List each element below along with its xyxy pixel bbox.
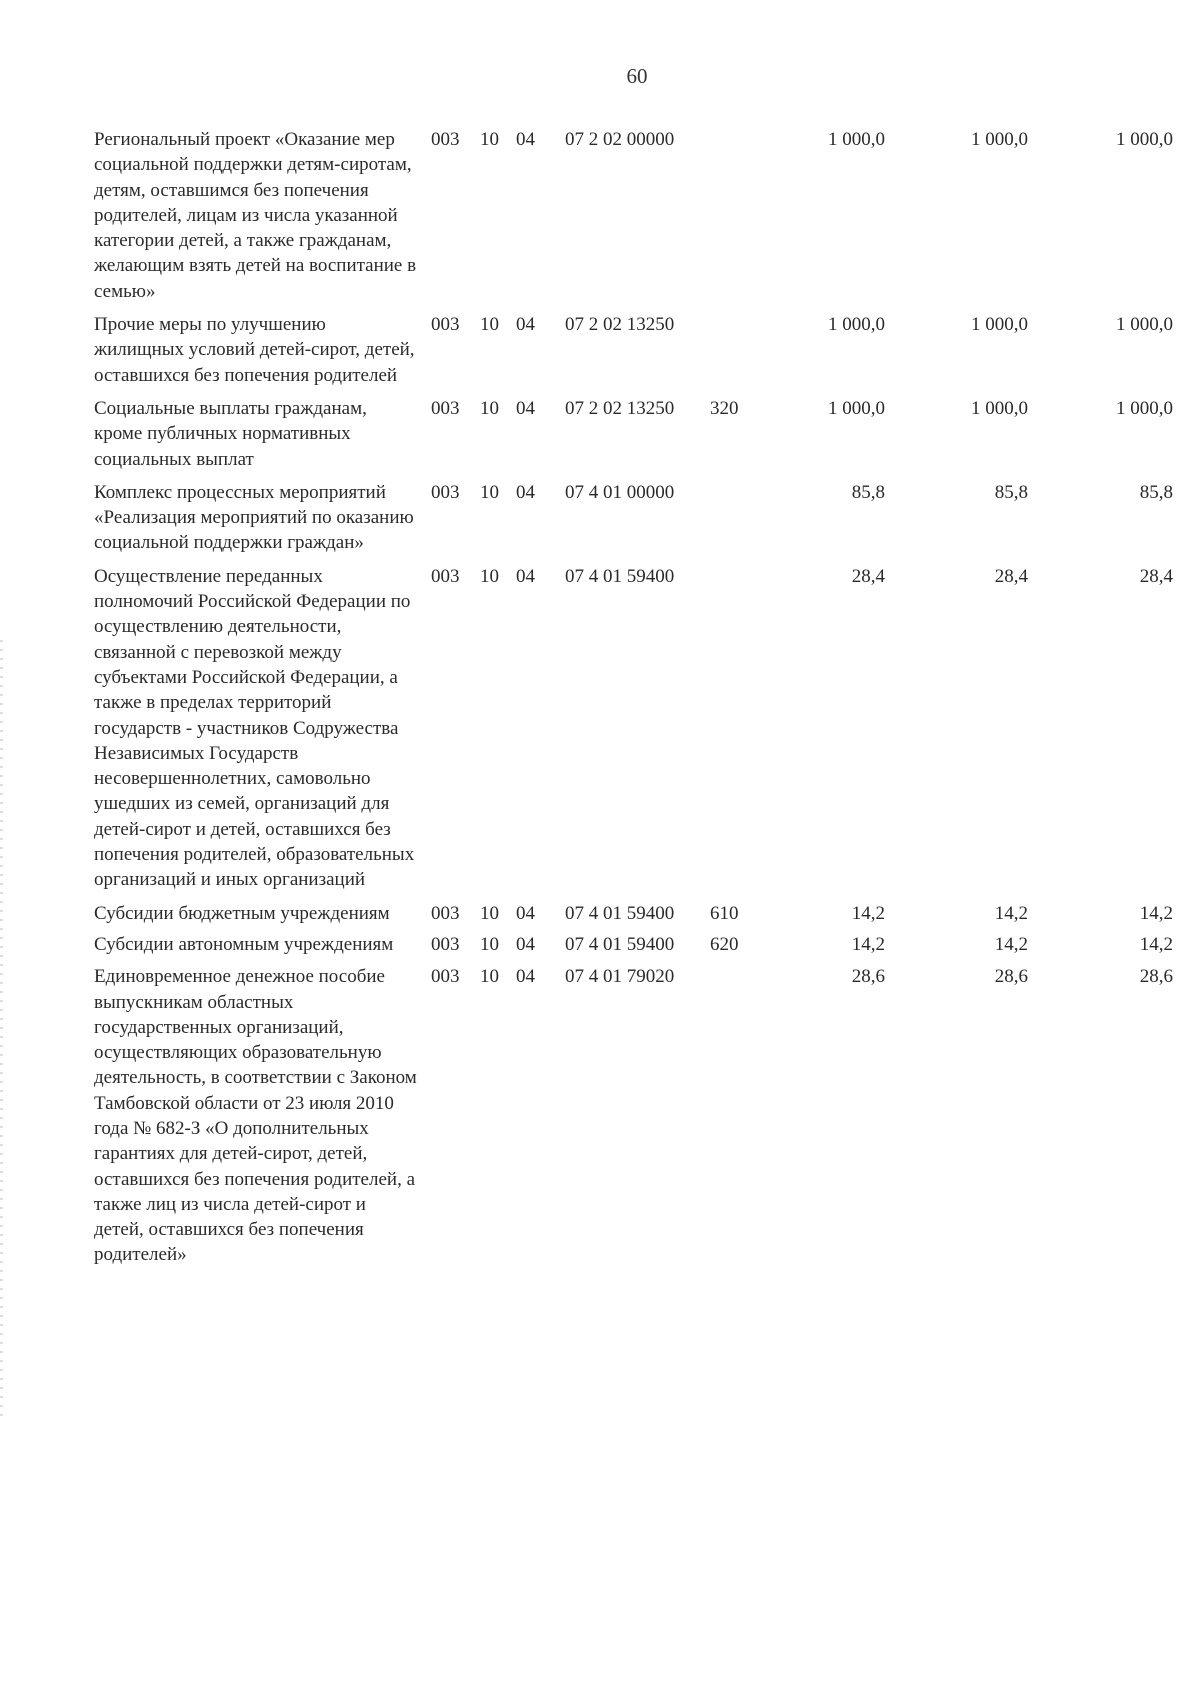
amount-year3-cell: 14,2 <box>1139 933 1173 955</box>
subsection-code-cell: 04 <box>516 397 535 419</box>
table-row <box>94 396 1173 472</box>
section-code-cell: 10 <box>480 966 499 988</box>
amount-year2-cell: 28,4 <box>994 565 1028 587</box>
expense-type-cell: 320 <box>710 397 739 419</box>
amount-year3-cell: 28,4 <box>1139 565 1173 587</box>
row-name-cell: Субсидии бюджетным учреждениям <box>94 902 390 924</box>
target-article-cell: 07 4 01 59400 <box>565 933 675 955</box>
amount-year2-cell: 14,2 <box>994 933 1028 955</box>
subsection-code-cell: 04 <box>516 481 535 503</box>
section-code-cell: 10 <box>480 902 499 924</box>
amount-year3-cell: 1 000,0 <box>1116 314 1173 336</box>
section-code-cell: 10 <box>480 933 499 955</box>
target-article-cell: 07 4 01 59400 <box>565 565 675 587</box>
amount-year2-cell: 1 000,0 <box>971 314 1028 336</box>
target-article-cell: 07 4 01 00000 <box>565 481 675 503</box>
admin-code-cell: 003 <box>431 565 460 587</box>
section-code-cell: 10 <box>480 314 499 336</box>
amount-year3-cell: 85,8 <box>1139 481 1173 503</box>
budget-table <box>94 127 1173 1268</box>
amount-year1-cell: 1 000,0 <box>828 129 885 150</box>
admin-code-cell: 003 <box>431 129 460 150</box>
table-row <box>94 480 1173 556</box>
admin-code-cell: 003 <box>431 902 460 924</box>
amount-year3-cell: 1 000,0 <box>1116 397 1173 419</box>
amount-year1-cell: 1 000,0 <box>828 397 885 419</box>
subsection-code-cell: 04 <box>516 902 535 924</box>
target-article-cell: 07 2 02 13250 <box>565 397 675 419</box>
amount-year2-cell: 28,6 <box>994 966 1028 988</box>
target-article-cell: 07 2 02 00000 <box>565 129 675 150</box>
section-code-cell: 10 <box>480 565 499 587</box>
target-article-cell: 07 4 01 59400 <box>565 902 675 924</box>
table-row <box>94 564 1173 893</box>
amount-year2-cell: 85,8 <box>994 481 1028 503</box>
row-name-cell: Единовременное денежное пособие выпускникам областных государственных организаций, осуществляющих образовательную деятельность, в соответствии с Законом Тамбовской области от 23 июля 2010 года № 682-З «О дополнительных гарантиях для детей-сирот, детей, оставшихся без попечения родителей, а также лиц из числа детей-сирот и детей, оставшихся без попечения родителей» <box>94 966 417 1266</box>
amount-year2-cell: 14,2 <box>994 902 1028 924</box>
section-code-cell: 10 <box>480 397 499 419</box>
row-name-cell: Прочие меры по улучшению жилищных условий детей-сирот, детей, оставшихся без попечения родителей <box>94 314 415 386</box>
amount-year2-cell: 1 000,0 <box>971 129 1028 150</box>
admin-code-cell: 003 <box>431 314 460 336</box>
amount-year1-cell: 14,2 <box>851 902 885 924</box>
amount-year3-cell: 14,2 <box>1139 902 1173 924</box>
subsection-code-cell: 04 <box>516 933 535 955</box>
subsection-code-cell: 04 <box>516 314 535 336</box>
row-name-cell: Региональный проект «Оказание мер социальной поддержки детям-сиротам, детям, оставшимся без попечения родителей, лицам из числа указанной категории детей, а также гражданам, желающим взять детей на воспитание в семью» <box>94 129 417 302</box>
subsection-code-cell: 04 <box>516 565 535 587</box>
table-row <box>94 964 1173 1268</box>
row-name-cell: Комплекс процессных мероприятий «Реализация мероприятий по оказанию социальной поддержки граждан» <box>94 481 414 554</box>
page-number: 60 <box>626 64 648 88</box>
target-article-cell: 07 2 02 13250 <box>565 314 675 336</box>
admin-code-cell: 003 <box>431 397 460 419</box>
amount-year3-cell: 28,6 <box>1139 966 1173 988</box>
row-name-cell: Осуществление переданных полномочий Российской Федерации по осуществлению деятельности, связанной с перевозкой между субъектами Российской Федерации, а также в пределах территорий государств - участников Содружества Независимых Государств несовершеннолетних, самовольно ушедших из семей, организаций для детей-сирот и детей, оставшихся без попечения родителей, образовательных организаций и иных организаций <box>94 565 415 891</box>
subsection-code-cell: 04 <box>516 966 535 988</box>
admin-code-cell: 003 <box>431 966 460 988</box>
section-code-cell: 10 <box>480 129 499 150</box>
amount-year1-cell: 28,6 <box>851 966 885 988</box>
row-name-cell: Социальные выплаты гражданам, кроме публичных нормативных социальных выплат <box>94 397 367 470</box>
expense-type-cell: 620 <box>710 933 739 955</box>
amount-year3-cell: 1 000,0 <box>1116 129 1173 150</box>
amount-year2-cell: 1 000,0 <box>971 397 1028 419</box>
admin-code-cell: 003 <box>431 933 460 955</box>
amount-year1-cell: 85,8 <box>851 481 885 503</box>
amount-year1-cell: 28,4 <box>851 565 885 587</box>
scan-edge-artifact <box>0 640 3 1420</box>
table-row <box>94 901 1173 926</box>
table-row <box>94 932 1173 957</box>
target-article-cell: 07 4 01 79020 <box>565 966 675 988</box>
expense-type-cell: 610 <box>710 902 739 924</box>
amount-year1-cell: 1 000,0 <box>828 314 885 336</box>
section-code-cell: 10 <box>480 481 499 503</box>
amount-year1-cell: 14,2 <box>851 933 885 955</box>
row-name-cell: Субсидии автономным учреждениям <box>94 933 394 955</box>
table-row <box>94 127 1173 304</box>
subsection-code-cell: 04 <box>516 129 535 150</box>
table-row <box>94 312 1173 388</box>
admin-code-cell: 003 <box>431 481 460 503</box>
